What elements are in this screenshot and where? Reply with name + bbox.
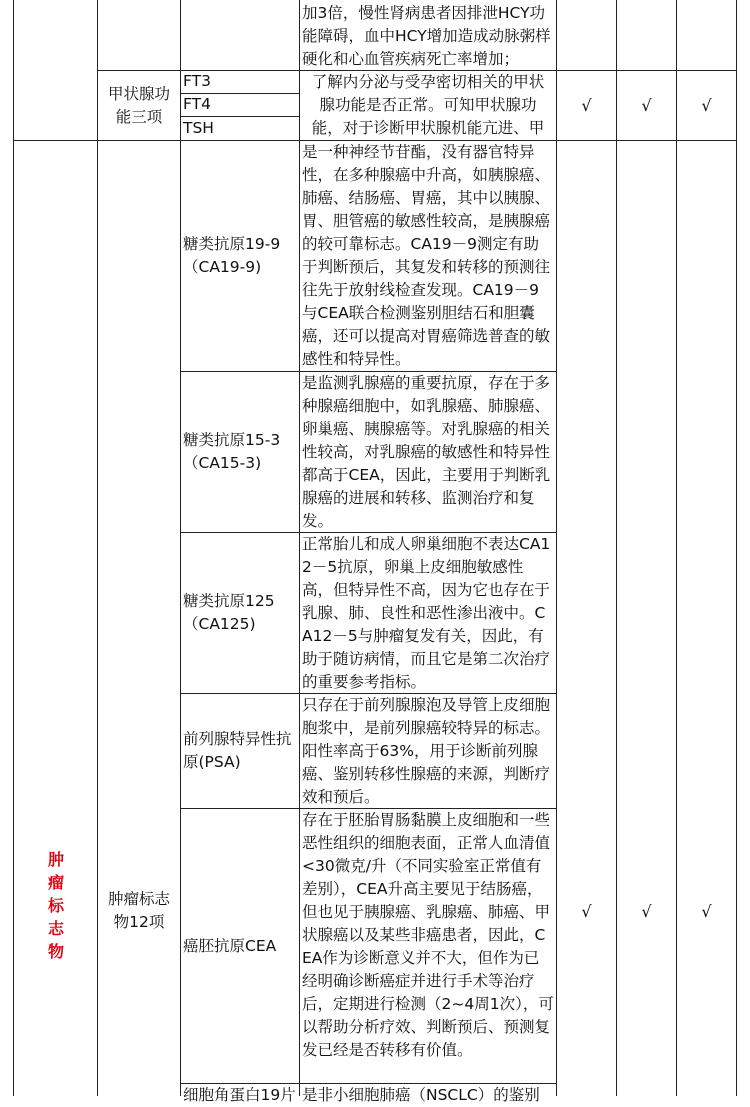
item-name-psa-text: 前列腺特异性抗原(PSA) (183, 730, 292, 771)
tumor-check-2: √ (641, 901, 652, 921)
grid-line (616, 0, 617, 1096)
item-name-cyfra: 细胞角蛋白19片 (183, 1086, 296, 1104)
item-name-cea-text: 癌胚抗原CEA (183, 936, 277, 955)
item-desc-cea: 存在于胚胎胃肠黏膜上皮细胞和一些恶性组织的细胞表面，正常人血清值<30微克/升（不同实验室正常值有差别），CEA升高主要见于结肠癌，但也见于胰腺癌、乳腺癌、肺癌、甲状腺癌以及某些非癌患者，因此，CEA作为诊断意义并不大，但作为已经明确诊断癌症并进行手术等治疗后，定期进行检测（2~4周1次），可以帮助分析疗效、判断预后、预测复发已经是否转移有价值。 (302, 811, 554, 1059)
grid-line (736, 0, 737, 1096)
tumor-check-1: √ (581, 901, 592, 921)
item-name-ca19-9 (183, 141, 297, 371)
item-name-psa (183, 694, 297, 808)
thyroid-group-name: 甲状腺功能三项 (107, 84, 170, 126)
thyroid-check-3: √ (701, 96, 712, 115)
tumor-check-3: √ (701, 901, 712, 921)
item-desc-ca125: 正常胎儿和成人卵巢细胞不表达CA12－5抗原，卵巢上皮细胞敏感性高，但特异性不高，因为它也存在于乳腺、肺、良性和恶性渗出液中。CA12－5与肿瘤复发有关，因此，有助于随访病情，而且它是第二次治疗的重要参考指标。 (302, 535, 551, 691)
thyroid-description: 了解内分泌与受孕密切相关的甲状腺功能是否正常。可知甲状腺功能，对于诊断甲状腺机能亢进、甲 (311, 73, 545, 137)
thyroid-item-ft4: FT4 (183, 95, 211, 113)
grid-line (13, 0, 14, 1096)
item-name-ca19-9-text: 糖类抗原19-9（CA19-9) (183, 235, 281, 276)
thyroid-check-2: √ (641, 96, 652, 115)
thyroid-check-1: √ (581, 96, 592, 115)
item-desc-cyfra: 是非小细胞肺癌（NSCLC）的鉴别 (302, 1086, 540, 1104)
item-desc-psa: 只存在于前列腺腺泡及导管上皮细胞胞浆中，是前列腺癌较特异的标志。阳性率高于63%，用于诊断前列腺癌、鉴别转移性腺癌的来源，判断疗效和预后。 (302, 696, 551, 806)
item-name-ca15-3-text: 糖类抗原15-3（CA15-3) (183, 431, 281, 472)
hcy-description: 加3倍，慢性肾病患者因排泄HCY功能障碍，血中HCY增加造成动脉粥样硬化和心血管疾病死亡率增加； (302, 4, 551, 68)
tumor-group-name: 肿瘤标志物12项 (107, 890, 170, 931)
item-name-ca15-3 (183, 372, 297, 532)
item-name-ca125 (183, 533, 297, 693)
tumor-category-label: 肿瘤标志物 (47, 850, 64, 961)
thyroid-item-ft3: FT3 (183, 72, 211, 90)
item-name-ca125-text: 糖类抗原125（CA125) (183, 592, 275, 633)
grid-line (180, 0, 181, 1096)
grid-line (299, 0, 300, 1096)
grid-line (556, 0, 557, 1096)
item-desc-ca15-3: 是监测乳腺癌的重要抗原，存在于多种腺癌细胞中，如乳腺癌、肺腺癌、卵巢癌、胰腺癌等。对乳腺癌的相关性较高，对乳腺癌的敏感性和特异性都高于CEA，因此，主要用于判断乳腺癌的进展和转移、监测治疗和复发。 (302, 374, 551, 530)
item-desc-ca19-9: 是一种神经节苷酯，没有器官特异性，在多种腺癌中升高，如胰腺癌、肺癌、结肠癌、胃癌，其中以胰腺、胃、胆管癌的敏感性较高，是胰腺癌的较可靠标志。CA19－9测定有助于判断预后，其复发和转移的预测往往先于放射线检查发现。CA19－9与CEA联合检测鉴别胆结石和胆囊癌，还可以提高对胃癌筛选普查的敏感性和特异性。 (302, 143, 551, 368)
item-name-cea (183, 809, 297, 1083)
grid-line (676, 0, 677, 1096)
thyroid-item-tsh: TSH (183, 118, 214, 137)
